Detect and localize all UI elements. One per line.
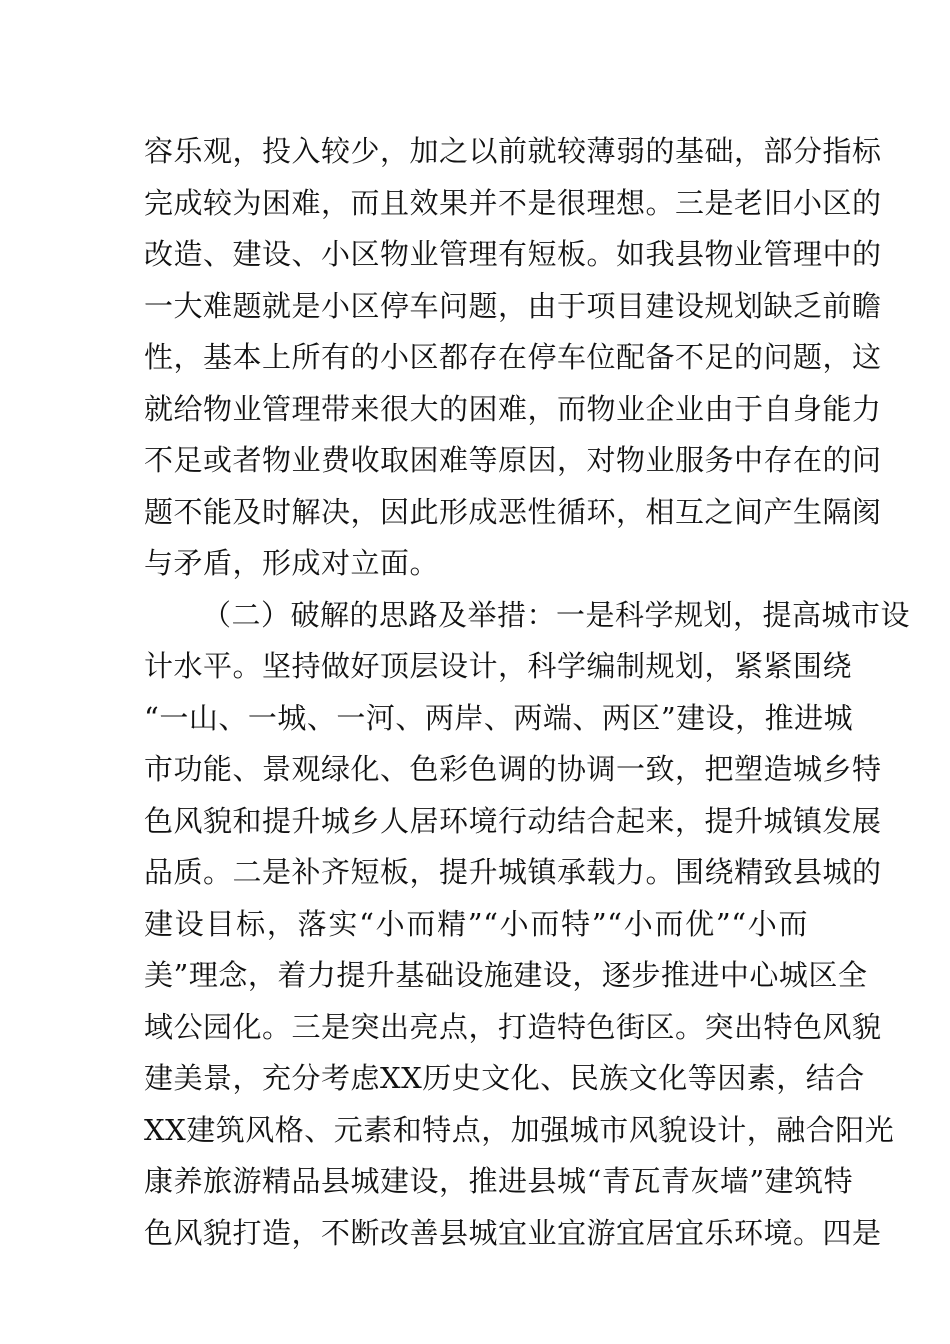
text-line: 性，基本上所有的小区都存在停车位配备不足的问题，这 xyxy=(144,340,882,374)
text-line: 不足或者物业费收取困难等原因，对物业服务中存在的问 xyxy=(144,443,882,477)
text-line: 色风貌和提升城乡人居环境行动结合起来，提升城镇发展 xyxy=(144,803,882,838)
text-line: 计水平。坚持做好顶层设计，科学编制规划，紧紧围绕 xyxy=(144,649,853,683)
text-line: （二）破解的思路及举措：一是科学规划，提高城市设 xyxy=(202,597,911,632)
text-line: 改造、建设、小区物业管理有短板。如我县物业管理中的 xyxy=(144,237,882,271)
text-line: 题不能及时解决，因此形成恶性循环，相互之间产生隔阂 xyxy=(144,494,882,529)
text-line: 美”理念，着力提升基础设施建设，逐步推进中心城区全 xyxy=(144,958,868,992)
text-line: 建设目标，落实“小而精”“小而特”“小而优”“小而 xyxy=(144,906,808,941)
text-line: 色风貌打造，不断改善县城宜业宜游宜居宜乐环境。四是 xyxy=(144,1215,882,1250)
text-line: 域公园化。三是突出亮点，打造特色街区。突出特色风貌 xyxy=(144,1009,882,1044)
text-line: 市功能、景观绿化、色彩色调的协调一致，把塑造城乡特 xyxy=(144,752,882,786)
body-text xyxy=(144,126,911,1259)
text-line: 与矛盾，形成对立面。 xyxy=(144,546,440,580)
text-line: XX建筑风格、元素和特点，加强城市风貌设计，融合阳光 xyxy=(144,1112,895,1147)
text-line: 建美景，充分考虑XX历史文化、民族文化等因素，结合 xyxy=(144,1061,865,1095)
text-line: 容乐观，投入较少，加之以前就较薄弱的基础，部分指标 xyxy=(144,134,882,168)
text-line: “一山、一城、一河、两岸、两端、两区”建设，推进城 xyxy=(144,700,854,735)
text-line: 一大难题就是小区停车问题，由于项目建设规划缺乏前瞻 xyxy=(144,288,882,323)
text-line: 完成较为困难，而且效果并不是很理想。三是老旧小区的 xyxy=(144,185,882,220)
text-line: 品质。二是补齐短板，提升城镇承载力。围绕精致县城的 xyxy=(144,855,882,889)
text-line: 康养旅游精品县城建设，推进县城“青瓦青灰墙”建筑特 xyxy=(144,1164,854,1198)
text-line: 就给物业管理带来很大的困难，而物业企业由于自身能力 xyxy=(144,391,882,426)
